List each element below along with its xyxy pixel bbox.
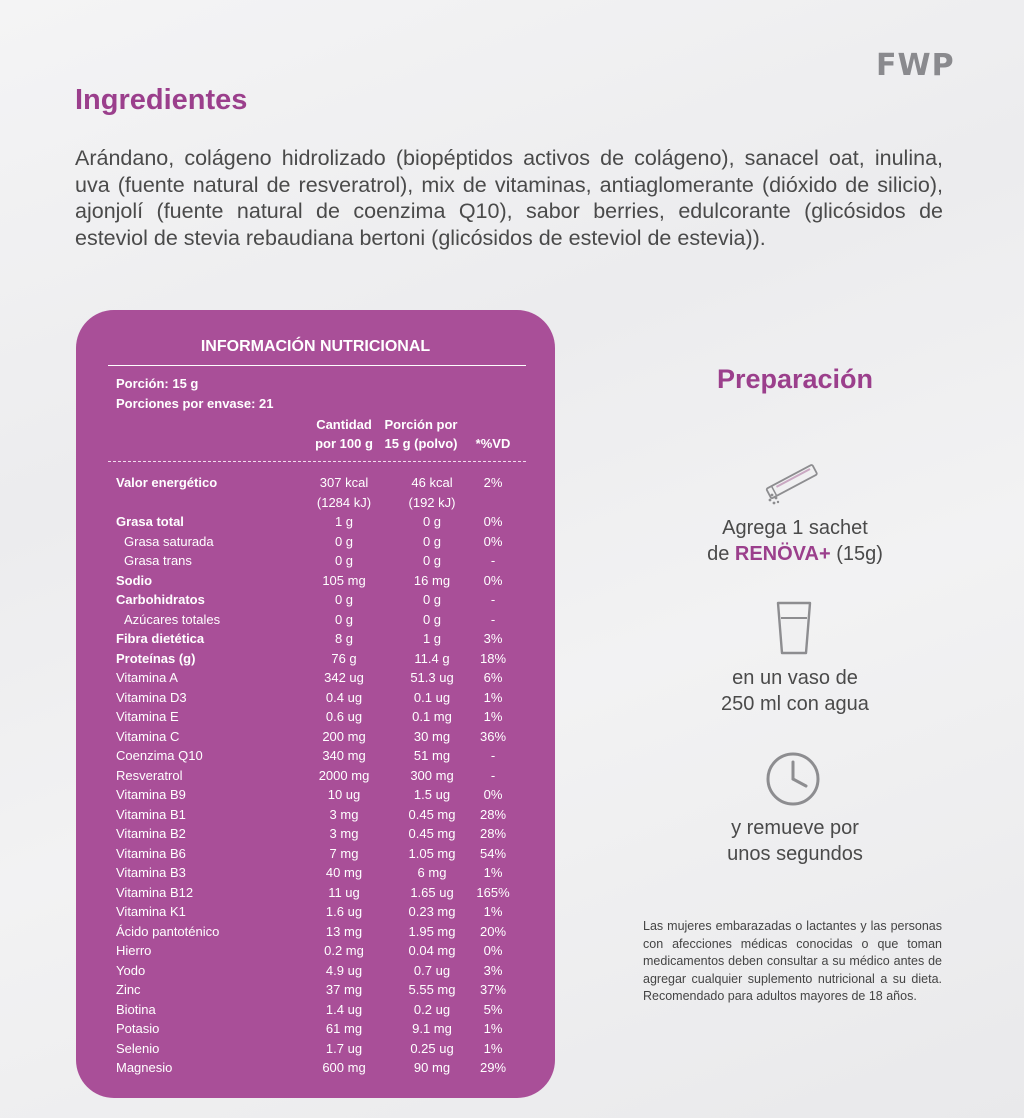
table-row [76, 532, 555, 552]
step2-line1: en un vaso de [732, 667, 858, 689]
per-100g-value: 10 ug [327, 787, 361, 802]
nutrient-name: Selenio [116, 1040, 160, 1056]
daily-value: - [490, 592, 496, 607]
per-serving-value: 16 mg [413, 572, 451, 588]
per-100g-value: 4.9 ug [325, 962, 363, 978]
per-100g-value: 8 g [334, 631, 354, 646]
daily-value: 1% [483, 1040, 503, 1056]
daily-value: - [490, 748, 496, 763]
nutrition-title: INFORMACIÓN NUTRICIONAL [200, 338, 431, 355]
per-serving-value: 0 g [422, 592, 442, 607]
per-serving-value: 0.04 mg [408, 943, 456, 958]
daily-value: 54% [479, 845, 507, 861]
per-100g-value: 40 mg [325, 865, 363, 880]
daily-value: 0% [483, 943, 503, 958]
per-serving-value: 1.05 mg [408, 845, 456, 861]
step-stir [640, 815, 950, 867]
table-row [76, 766, 555, 786]
table-row [76, 590, 555, 610]
nutrient-name: Biotina [116, 1001, 156, 1017]
nutrition-card [76, 310, 555, 1098]
glass-icon [774, 600, 814, 656]
per-serving-value: 5.55 mg [408, 982, 456, 997]
preparation-title: Preparación [716, 364, 874, 394]
per-serving-value: 11.4 g [414, 650, 450, 666]
daily-value: 36% [479, 728, 507, 744]
per-100g-value: 600 mg [322, 1060, 366, 1075]
table-row [76, 883, 555, 903]
per-100g-value: 76 g [331, 650, 357, 666]
daily-value: 1% [483, 904, 503, 919]
per-100g-value: 37 mg [325, 982, 363, 997]
per-100g-value: 1 g [334, 514, 354, 529]
daily-value: 29% [479, 1060, 507, 1075]
per-serving-value: 51.3 ug [410, 670, 454, 685]
table-row [76, 551, 555, 571]
daily-value: - [490, 767, 496, 783]
per-100g-value: 2000 mg [318, 767, 370, 783]
table-row [76, 707, 555, 727]
header-per-100g-line2: por 100 g [315, 436, 373, 451]
nutrient-name: Vitamina B9 [116, 787, 186, 802]
per-serving-value: 0.7 ug [413, 962, 451, 978]
table-row [76, 746, 555, 766]
per-100g-value: 0.6 ug [325, 709, 363, 724]
table-row [76, 1019, 555, 1039]
daily-value: 165% [476, 884, 510, 900]
per-serving-value: 0 g [422, 611, 442, 627]
nutrient-name: Valor energético [116, 475, 218, 490]
per-100g-value: 11 ug [328, 884, 360, 900]
nutrient-name: Grasa trans [124, 553, 192, 568]
nutrient-name: Vitamina A [116, 670, 178, 685]
daily-value: 18% [479, 650, 507, 666]
per-serving-value: 9.1 mg [412, 1021, 452, 1036]
serving-size: Porción: 15 g [116, 376, 199, 391]
nutrient-name: Vitamina B1 [116, 806, 186, 822]
table-row [76, 824, 555, 844]
daily-value: 1% [483, 865, 503, 880]
table-row [76, 688, 555, 708]
brand-logo: FWP [876, 48, 955, 83]
disclaimer-text: Las mujeres embarazadas o lactantes y las personas con afecciones médicas conocidas o que toman medicamentos deben consultar a su médico antes de agregar cualquier suplemento nutricional a su dieta. Recomendado para adultos mayores de 18 años. [643, 919, 942, 1003]
daily-value: 0% [483, 572, 503, 588]
per-100g-value: 1.4 ug [325, 1001, 363, 1017]
per-serving-kj: (192 kJ) [408, 494, 456, 510]
table-row [76, 512, 555, 532]
per-100g-value: 0 g [334, 533, 354, 549]
step1-pre: de [707, 543, 735, 565]
nutrient-name: Vitamina C [116, 728, 180, 744]
header-divider [108, 461, 526, 462]
per-serving-value: 0.1 mg [412, 709, 452, 724]
per-100g-value: 13 mg [325, 923, 363, 939]
nutrient-name: Ácido pantoténico [116, 923, 220, 939]
daily-value: 0% [483, 787, 503, 802]
nutrient-name: Vitamina E [116, 709, 179, 724]
ingredients-title: Ingredientes [75, 84, 248, 116]
nutrient-name: Vitamina D3 [116, 689, 187, 705]
header-per-serving-line1: Porción por [384, 417, 458, 432]
nutrient-name: Potasio [116, 1021, 160, 1036]
header-per-serving [376, 415, 466, 453]
step-glass [640, 665, 950, 717]
per-100g-kj: (1284 kJ) [316, 494, 372, 510]
per-100g-value: 1.7 ug [325, 1040, 363, 1056]
brand-name: RENÖVA+ [734, 543, 831, 565]
daily-value: - [490, 611, 496, 627]
table-row [76, 863, 555, 883]
step3-line1: y remueve por [731, 817, 859, 839]
table-row [76, 1000, 555, 1020]
nutrient-name: Vitamina B2 [116, 826, 186, 841]
daily-value: 1% [483, 709, 503, 724]
per-100g-value: 61 mg [325, 1021, 363, 1036]
per-serving-value: 1.95 mg [408, 923, 456, 939]
per-serving-value: 0.45 mg [408, 806, 456, 822]
daily-value: 3% [483, 631, 503, 646]
per-100g-value: 1.6 ug [325, 904, 363, 919]
daily-value: 2% [483, 475, 503, 490]
nutrient-name: Resveratrol [116, 767, 183, 783]
nutrient-name: Vitamina B6 [116, 845, 186, 861]
per-serving-value: 51 mg [413, 748, 451, 763]
table-row [76, 473, 555, 512]
step1-line2 [640, 541, 950, 567]
per-100g-value: 340 mg [322, 748, 366, 763]
nutrient-name: Magnesio [116, 1060, 173, 1075]
table-row [76, 922, 555, 942]
nutrient-name: Yodo [116, 962, 146, 978]
per-serving-value: 0 g [422, 533, 442, 549]
nutrient-name: Grasa total [116, 514, 184, 529]
daily-value: 6% [483, 670, 503, 685]
per-serving-value: 0 g [422, 553, 442, 568]
daily-value: 20% [479, 923, 507, 939]
per-100g-value: 342 ug [324, 670, 364, 685]
sachet-icon [760, 462, 824, 508]
daily-value: 37% [479, 982, 507, 997]
table-row [76, 805, 555, 825]
table-row [76, 961, 555, 981]
per-100g-value: 0.2 mg [324, 943, 364, 958]
nutrition-rows [76, 473, 555, 1078]
daily-value: 1% [483, 689, 503, 705]
step3-line2: unos segundos [727, 843, 863, 865]
per-100g-value: 0 g [334, 592, 354, 607]
ingredients-text: Arándano, colágeno hidrolizado (biopéptidos activos de colágeno), sanacel oat, inulina, uva (fuente natural de resveratrol), mix de vitaminas, antiaglomerante (dióxido de silicio), ajonjolí (fuente natural de coenzima Q10), sabor berries, edulcorante (glicósidos de esteviol de stevia rebaudiana bertoni (glicósidos de esteviol de estevia)). [75, 146, 943, 250]
per-100g-kcal: 307 kcal [319, 475, 369, 490]
nutrient-name: Carbohidratos [116, 592, 205, 607]
per-100g-value: 0 g [334, 611, 354, 627]
clock-icon [764, 750, 822, 808]
daily-value: 1% [483, 1021, 503, 1036]
per-serving-value: 6 mg [417, 865, 447, 880]
per-serving-value: 1.5 ug [413, 787, 451, 802]
per-100g-value: 0 g [334, 553, 354, 568]
nutrient-name: Hierro [116, 943, 152, 958]
nutrient-name: Vitamina B3 [116, 865, 186, 880]
per-serving-value: 0.23 mg [408, 904, 456, 919]
nutrient-name: Azúcares totales [124, 611, 221, 627]
daily-value: 5% [483, 1001, 503, 1017]
header-dv: *%VD [475, 436, 511, 451]
nutrient-name: Grasa saturada [124, 533, 214, 549]
nutrient-name: Proteínas (g) [116, 650, 196, 666]
table-row [76, 1058, 555, 1078]
table-row [76, 1039, 555, 1059]
title-divider [108, 365, 526, 366]
daily-value: 3% [483, 962, 503, 978]
header-per-serving-line2: 15 g (polvo) [384, 436, 458, 451]
daily-value: 0% [483, 533, 503, 549]
table-row [76, 785, 555, 805]
table-row [76, 649, 555, 669]
per-100g-value: 200 mg [322, 728, 366, 744]
nutrient-name: Vitamina K1 [116, 904, 186, 919]
nutrient-name: Sodio [116, 572, 153, 588]
nutrient-name: Zinc [116, 982, 141, 997]
per-100g-value: 105 mg [322, 572, 366, 588]
per-serving-value: 0.2 ug [413, 1001, 451, 1017]
per-serving-value: 0.1 ug [413, 689, 451, 705]
per-serving-value: 1 g [422, 631, 442, 646]
per-100g-value [296, 473, 392, 512]
servings-per-pack: Porciones por envase: 21 [116, 396, 274, 411]
per-serving-value: 0.25 ug [410, 1040, 454, 1056]
table-row [76, 668, 555, 688]
table-row [76, 629, 555, 649]
table-row [76, 902, 555, 922]
nutrient-name: Coenzima Q10 [116, 748, 203, 763]
table-row [76, 980, 555, 1000]
daily-value: 0% [483, 514, 503, 529]
table-row [76, 844, 555, 864]
per-serving-value [388, 473, 476, 512]
table-row [76, 571, 555, 591]
per-serving-value: 0.45 mg [408, 826, 456, 841]
per-serving-value: 90 mg [413, 1060, 451, 1075]
step-add-sachet [640, 515, 950, 567]
per-serving-value: 300 mg [410, 767, 454, 783]
per-100g-value: 3 mg [329, 826, 359, 841]
per-serving-value: 0 g [422, 514, 442, 529]
per-serving-kcal: 46 kcal [411, 475, 453, 490]
table-row [76, 941, 555, 961]
daily-value: 28% [479, 826, 507, 841]
per-serving-value: 1.65 ug [410, 884, 454, 900]
header-per-100g-line1: Cantidad [316, 417, 372, 432]
nutrient-name: Fibra dietética [116, 631, 205, 646]
daily-value: 28% [479, 806, 507, 822]
nutrient-name: Vitamina B12 [116, 884, 194, 900]
per-100g-value: 3 mg [329, 806, 359, 822]
step1-line1: Agrega 1 sachet [722, 517, 868, 539]
daily-value: - [490, 553, 496, 568]
per-serving-value: 30 mg [413, 728, 451, 744]
table-row [76, 610, 555, 630]
step1-post: (15g) [830, 543, 883, 565]
step2-line2: 250 ml con agua [721, 693, 869, 715]
per-100g-value: 7 mg [329, 845, 359, 861]
table-row [76, 727, 555, 747]
per-100g-value: 0.4 ug [325, 689, 363, 705]
